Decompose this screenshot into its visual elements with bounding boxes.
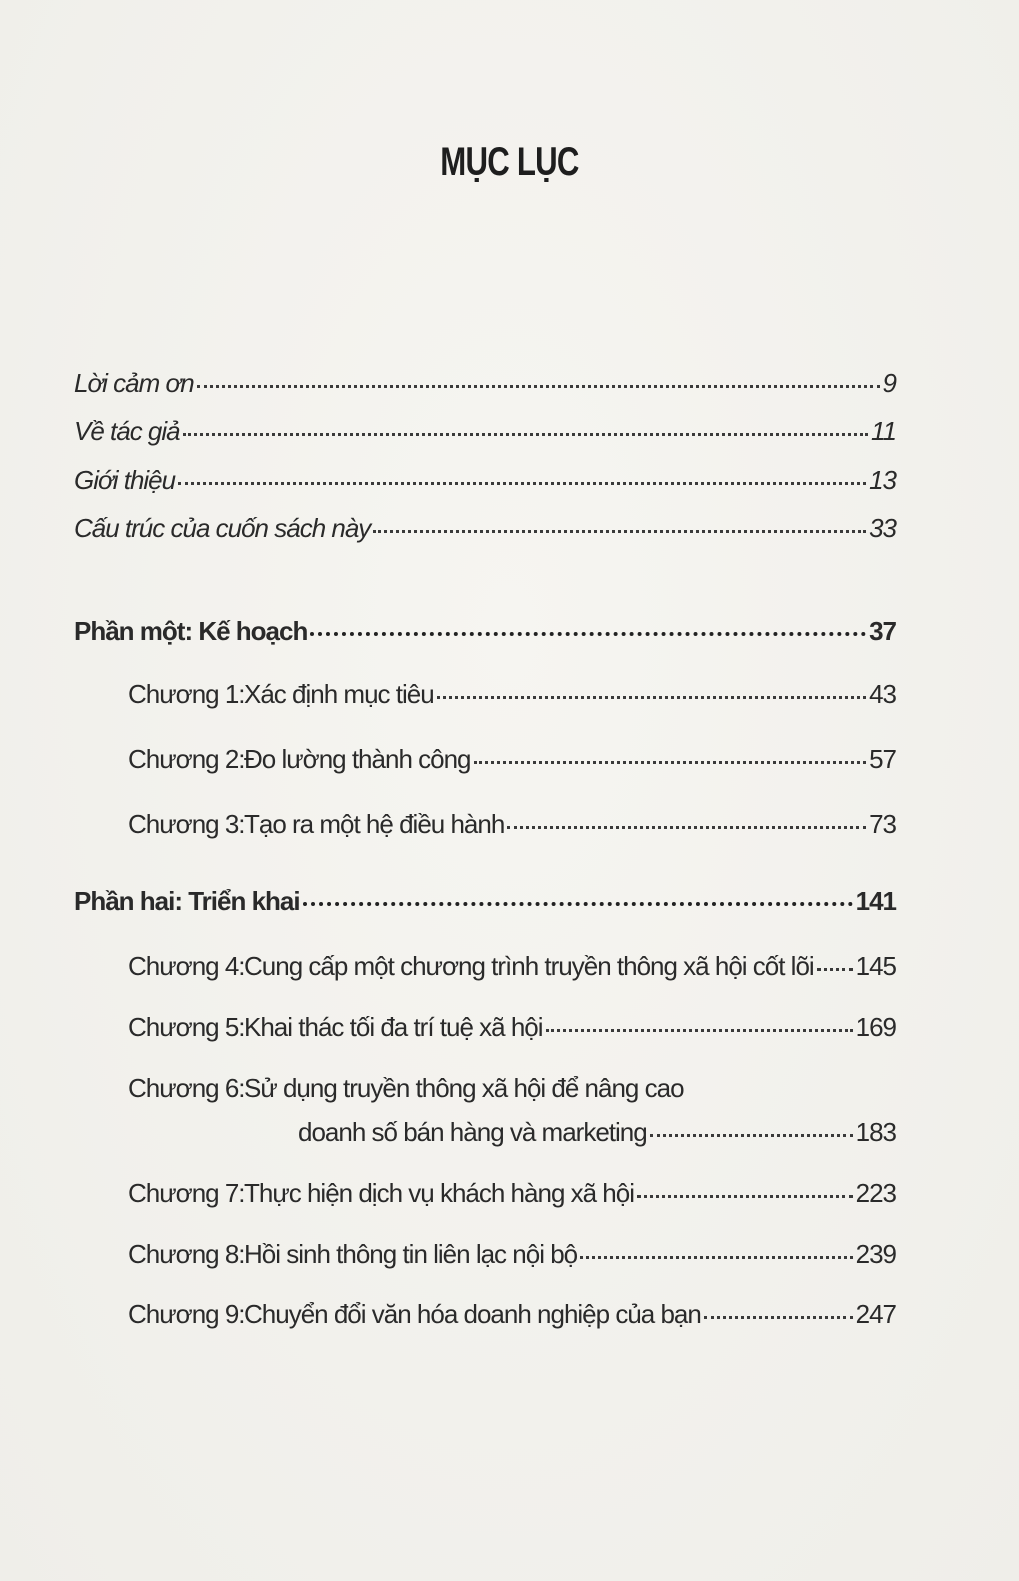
chapter-title: Hồi sinh thông tin liên lạc nội bộ: [244, 1239, 578, 1269]
chapter-number: Chương 3:: [128, 809, 245, 839]
toc-part-label: Phần một: Kế hoạch: [74, 616, 308, 646]
dot-leader: [474, 761, 867, 764]
toc-entry-label: Cấu trúc của cuốn sách này: [74, 513, 371, 543]
dot-leader: [704, 1316, 853, 1319]
chapter-title: Đo lường thành công: [244, 744, 471, 774]
chapter-page: 73: [869, 809, 896, 839]
toc-entry-label: Giới thiệu: [74, 465, 176, 495]
toc-entry-acknowledgements[interactable]: [74, 366, 896, 400]
toc-chapter-9[interactable]: [128, 1297, 896, 1331]
toc-part-one[interactable]: [74, 614, 896, 648]
dot-leader: [580, 1256, 852, 1259]
toc-part-page: 141: [855, 886, 896, 916]
dot-leader: [303, 902, 853, 906]
toc-chapter-8[interactable]: [128, 1237, 896, 1271]
toc-chapter-4[interactable]: [128, 949, 896, 983]
chapter-title-line-2: doanh số bán hàng và marketing: [298, 1117, 647, 1147]
chapter-page: 183: [855, 1117, 896, 1147]
toc-entry-book-structure[interactable]: [74, 511, 896, 545]
toc-entry-page: 13: [869, 465, 896, 495]
toc-entry-page: 33: [869, 513, 896, 543]
chapter-page: 169: [855, 1012, 896, 1042]
dot-leader: [178, 482, 866, 485]
dot-leader: [437, 696, 866, 699]
page-title: MỤC LỤC: [440, 140, 579, 184]
chapter-page: 247: [855, 1299, 896, 1329]
toc-entry-label: Lời cảm ơn: [74, 368, 194, 398]
chapter-number: Chương 1:: [128, 679, 245, 709]
chapter-number: Chương 8:: [128, 1239, 245, 1269]
chapter-page: 223: [855, 1178, 896, 1208]
toc-entry-about-author[interactable]: [74, 414, 896, 448]
chapter-number: Chương 9:: [128, 1299, 245, 1329]
chapter-title-line-1: Sử dụng truyền thông xã hội để nâng cao: [244, 1073, 684, 1103]
dot-leader: [373, 530, 866, 533]
chapter-title: Thực hiện dịch vụ khách hàng xã hội: [244, 1178, 635, 1208]
chapter-title: Khai thác tối đa trí tuệ xã hội: [244, 1012, 543, 1042]
chapter-title: Chuyển đổi văn hóa doanh nghiệp của bạn: [244, 1299, 701, 1329]
chapter-number: Chương 2:: [128, 744, 245, 774]
toc-chapter-6[interactable]: [128, 1071, 896, 1105]
dot-leader: [197, 385, 880, 388]
chapter-number: Chương 6:: [128, 1073, 245, 1103]
chapter-number: Chương 7:: [128, 1178, 245, 1208]
toc-chapter-3[interactable]: [128, 807, 896, 841]
chapter-title: Tạo ra một hệ điều hành: [244, 809, 505, 839]
toc-chapter-7[interactable]: [128, 1176, 896, 1210]
chapter-title: Cung cấp một chương trình truyền thông xã hội cốt lõi: [244, 951, 814, 981]
toc-chapter-1[interactable]: [128, 677, 896, 711]
toc-entry-introduction[interactable]: [74, 463, 896, 497]
toc-part-label: Phần hai: Triển khai: [74, 886, 300, 916]
chapter-page: 239: [855, 1239, 896, 1269]
chapter-page: 145: [855, 951, 896, 981]
dot-leader: [507, 826, 866, 829]
dot-leader: [310, 632, 866, 636]
toc-chapter-6-continuation[interactable]: [298, 1115, 896, 1149]
chapter-number: Chương 5:: [128, 1012, 245, 1042]
chapter-page: 57: [869, 744, 896, 774]
dot-leader: [817, 968, 853, 971]
dot-leader: [637, 1195, 853, 1198]
dot-leader: [183, 433, 868, 436]
dot-leader: [546, 1029, 853, 1032]
toc-part-two[interactable]: [74, 884, 896, 918]
toc-entry-label: Về tác giả: [74, 416, 180, 446]
toc-part-page: 37: [869, 616, 896, 646]
toc-chapter-5[interactable]: [128, 1010, 896, 1044]
toc-entry-page: 11: [871, 416, 896, 446]
toc-chapter-2[interactable]: [128, 742, 896, 776]
dot-leader: [650, 1134, 853, 1137]
chapter-title: Xác định mục tiêu: [244, 679, 434, 709]
chapter-number: Chương 4:: [128, 951, 245, 981]
chapter-page: 43: [869, 679, 896, 709]
toc-entry-page: 9: [882, 368, 896, 398]
